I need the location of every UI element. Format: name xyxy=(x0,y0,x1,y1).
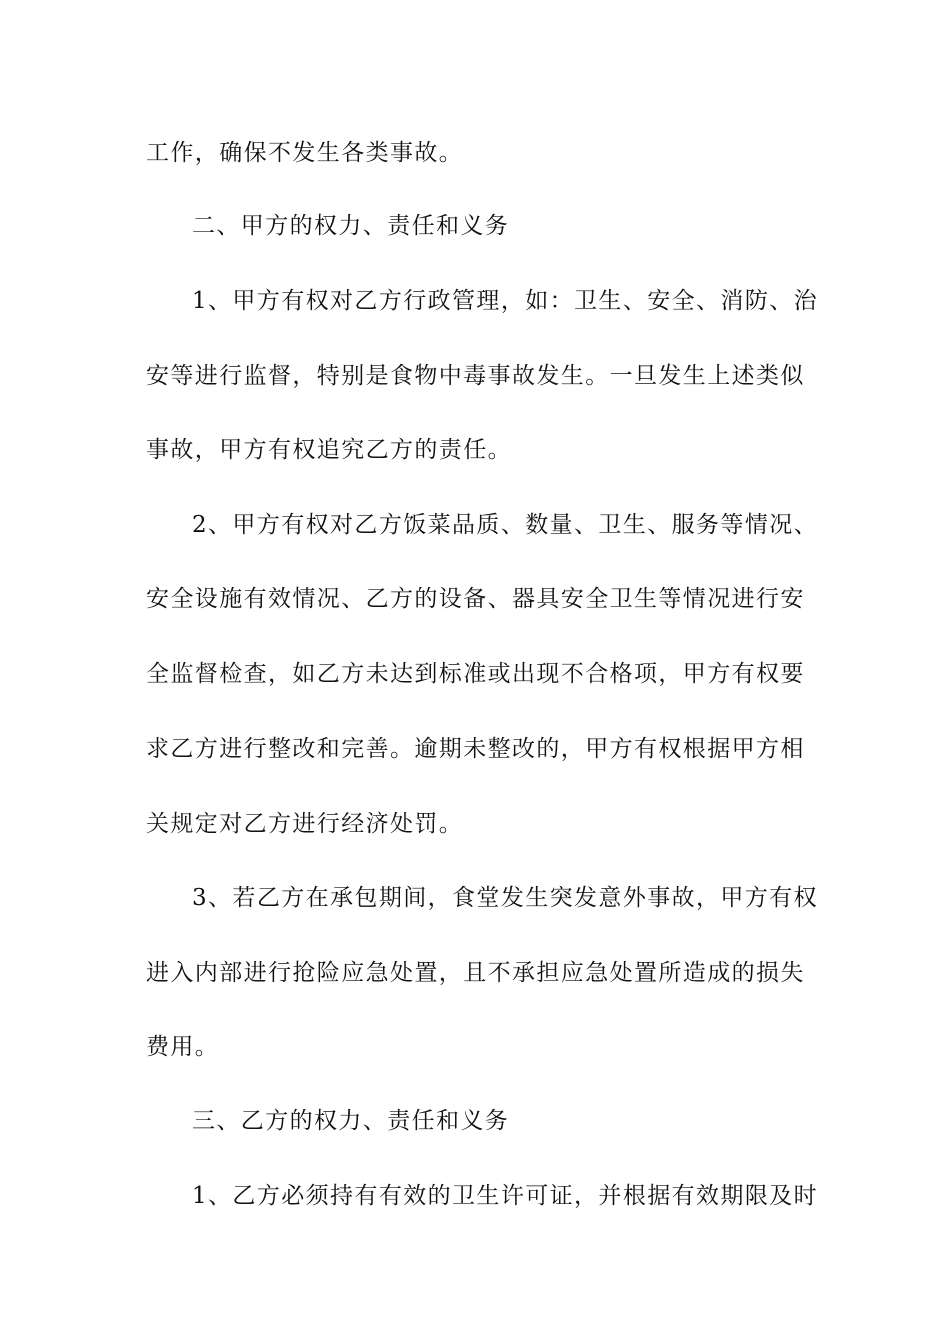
text-line: 1、甲方有权对乙方行政管理，如：卫生、安全、消防、治 xyxy=(192,288,819,314)
section-heading: 三、乙方的权力、责任和义务 xyxy=(192,1108,510,1134)
section-heading: 二、甲方的权力、责任和义务 xyxy=(192,213,510,239)
text-line: 安等进行监督，特别是食物中毒事故发生。一旦发生上述类似 xyxy=(146,363,805,389)
text-line: 求乙方进行整改和完善。逾期未整改的，甲方有权根据甲方相 xyxy=(146,736,805,762)
text-line: 关规定对乙方进行经济处罚。 xyxy=(146,811,464,837)
text-line: 2、甲方有权对乙方饭菜品质、数量、卫生、服务等情况、 xyxy=(192,512,819,538)
text-line: 事故，甲方有权追究乙方的责任。 xyxy=(146,437,512,463)
text-line: 安全设施有效情况、乙方的设备、器具安全卫生等情况进行安 xyxy=(146,586,805,612)
text-line: 3、若乙方在承包期间，食堂发生突发意外事故，甲方有权 xyxy=(192,885,819,911)
text-line: 全监督检查，如乙方未达到标准或出现不合格项，甲方有权要 xyxy=(146,661,805,687)
text-line: 1、乙方必须持有有效的卫生许可证，并根据有效期限及时 xyxy=(192,1183,819,1209)
text-line: 费用。 xyxy=(146,1034,220,1060)
text-line: 工作，确保不发生各类事故。 xyxy=(146,140,464,166)
text-line: 进入内部进行抢险应急处置，且不承担应急处置所造成的损失 xyxy=(146,960,805,986)
